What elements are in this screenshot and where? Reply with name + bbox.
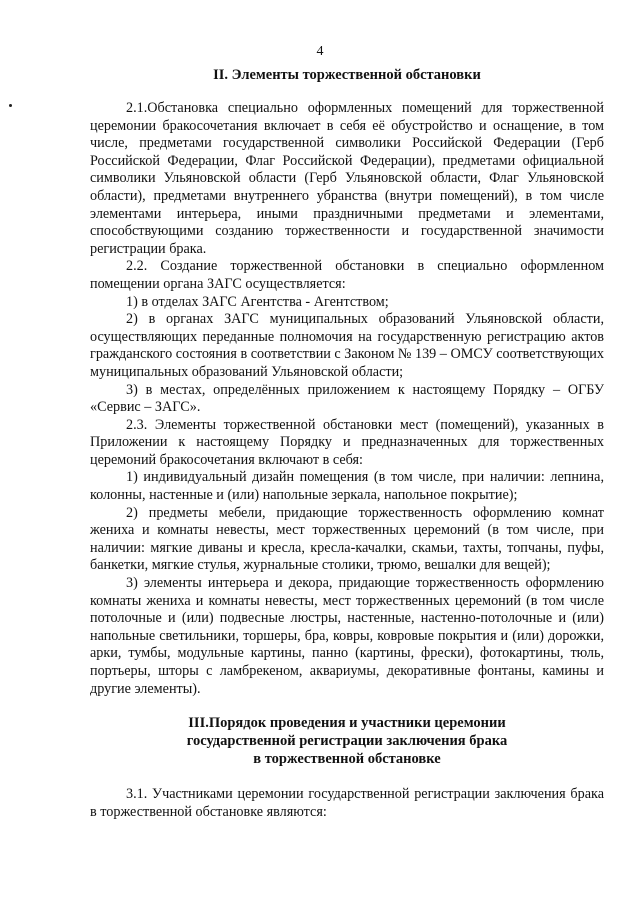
paragraph-2-1: 2.1.Обстановка специально оформленных помещений для торжественной церемонии бракосочетания включает в себя её обустройство и оснащение, в том числе, предметами государственной символики Российской Федерации (Герб Российской Федерации, Флаг Российской Федерации), предметами официальной символики Ульяновской области (Герб Ульяновской области, Флаг Ульяновской области), предметами внутреннего убранства (внутри помещений), в том числе элементами интерьера, иными праздничными предметами и элементами, способствующими созданию торжественности и государственной значимости регистрации брака.: [90, 100, 604, 257]
section-2-heading: II. Элементы торжественной обстановки: [213, 67, 481, 83]
paragraph-2-3-item-1: 1) индивидуальный дизайн помещения (в том числе, при наличии: лепнина, колонны, настенные и (или) напольные зеркала, напольное покрытие);: [90, 469, 604, 504]
paragraph-2-2: 2.2. Создание торжественной обстановки в специально оформленном помещении органа ЗАГС осуществляется:: [90, 258, 604, 292]
paragraph-2-2-item-2: 2) в органах ЗАГС муниципальных образований Ульяновской области, осуществляющих переданные полномочия на государственную регистрацию актов гражданского состояния в соответствии с Законом № 139 – ОМСУ соответствующих муниципальных образований Ульяновской области;: [90, 311, 604, 380]
paragraph-2-2-item-1: 1) в отделах ЗАГС Агентства - Агентством;: [126, 293, 389, 310]
section-3-heading-line-2: государственной регистрации заключения брака: [186, 733, 508, 750]
paragraph-2-3-item-3: 3) элементы интерьера и декора, придающие торжественность оформлению комнаты жениха и комнаты невесты, мест торжественных церемоний (в том числе потолочные и (или) подвесные люстры, настенные, настенно-потолочные и (или) напольные светильники, торшеры, бра, ковры, ковровые покрытия и (или) дорожки, арки, тумбы, модульные картины, панно (картины, фрески), фотокартины, тюль, портьеры, шторы с ламбрекеном, аквариумы, декоративные фонтаны, камины и другие элементы).: [90, 575, 604, 697]
paragraph-2-3-item-2: 2) предметы мебели, придающие торжественность оформлению комнат жениха и комнаты невесты, мест торжественных церемоний (в том числе, при наличии: мягкие диваны и кресла, кресла-качалки, скамьи, тахты, топчаны, пуфы, банкетки, мягкие стулья, журнальные столики, трюмо, вешалки для вещей);: [90, 504, 604, 574]
document-body: [90, 66, 604, 821]
paragraph-3-1: 3.1. Участниками церемонии государственной регистрации заключения брака в торжественной обстановке являются:: [90, 786, 604, 820]
paragraph-2-2-item-3: 3) в местах, определённых приложением к настоящему Порядку – ОГБУ «Сервис – ЗАГС».: [90, 381, 604, 416]
section-3-heading-line-3: в торжественной обстановке: [253, 751, 441, 768]
section-3-heading-line-1: III.Порядок проведения и участники церемонии: [188, 715, 506, 732]
section-3-heading: [90, 714, 604, 768]
scan-speck: [9, 104, 12, 107]
page-number: 4: [316, 44, 324, 59]
paragraph-2-3: 2.3. Элементы торжественной обстановки мест (помещений), указанных в Приложении к настоящему Порядку и предназначенных для торжественных церемоний бракосочетания включают в себя:: [90, 416, 604, 468]
